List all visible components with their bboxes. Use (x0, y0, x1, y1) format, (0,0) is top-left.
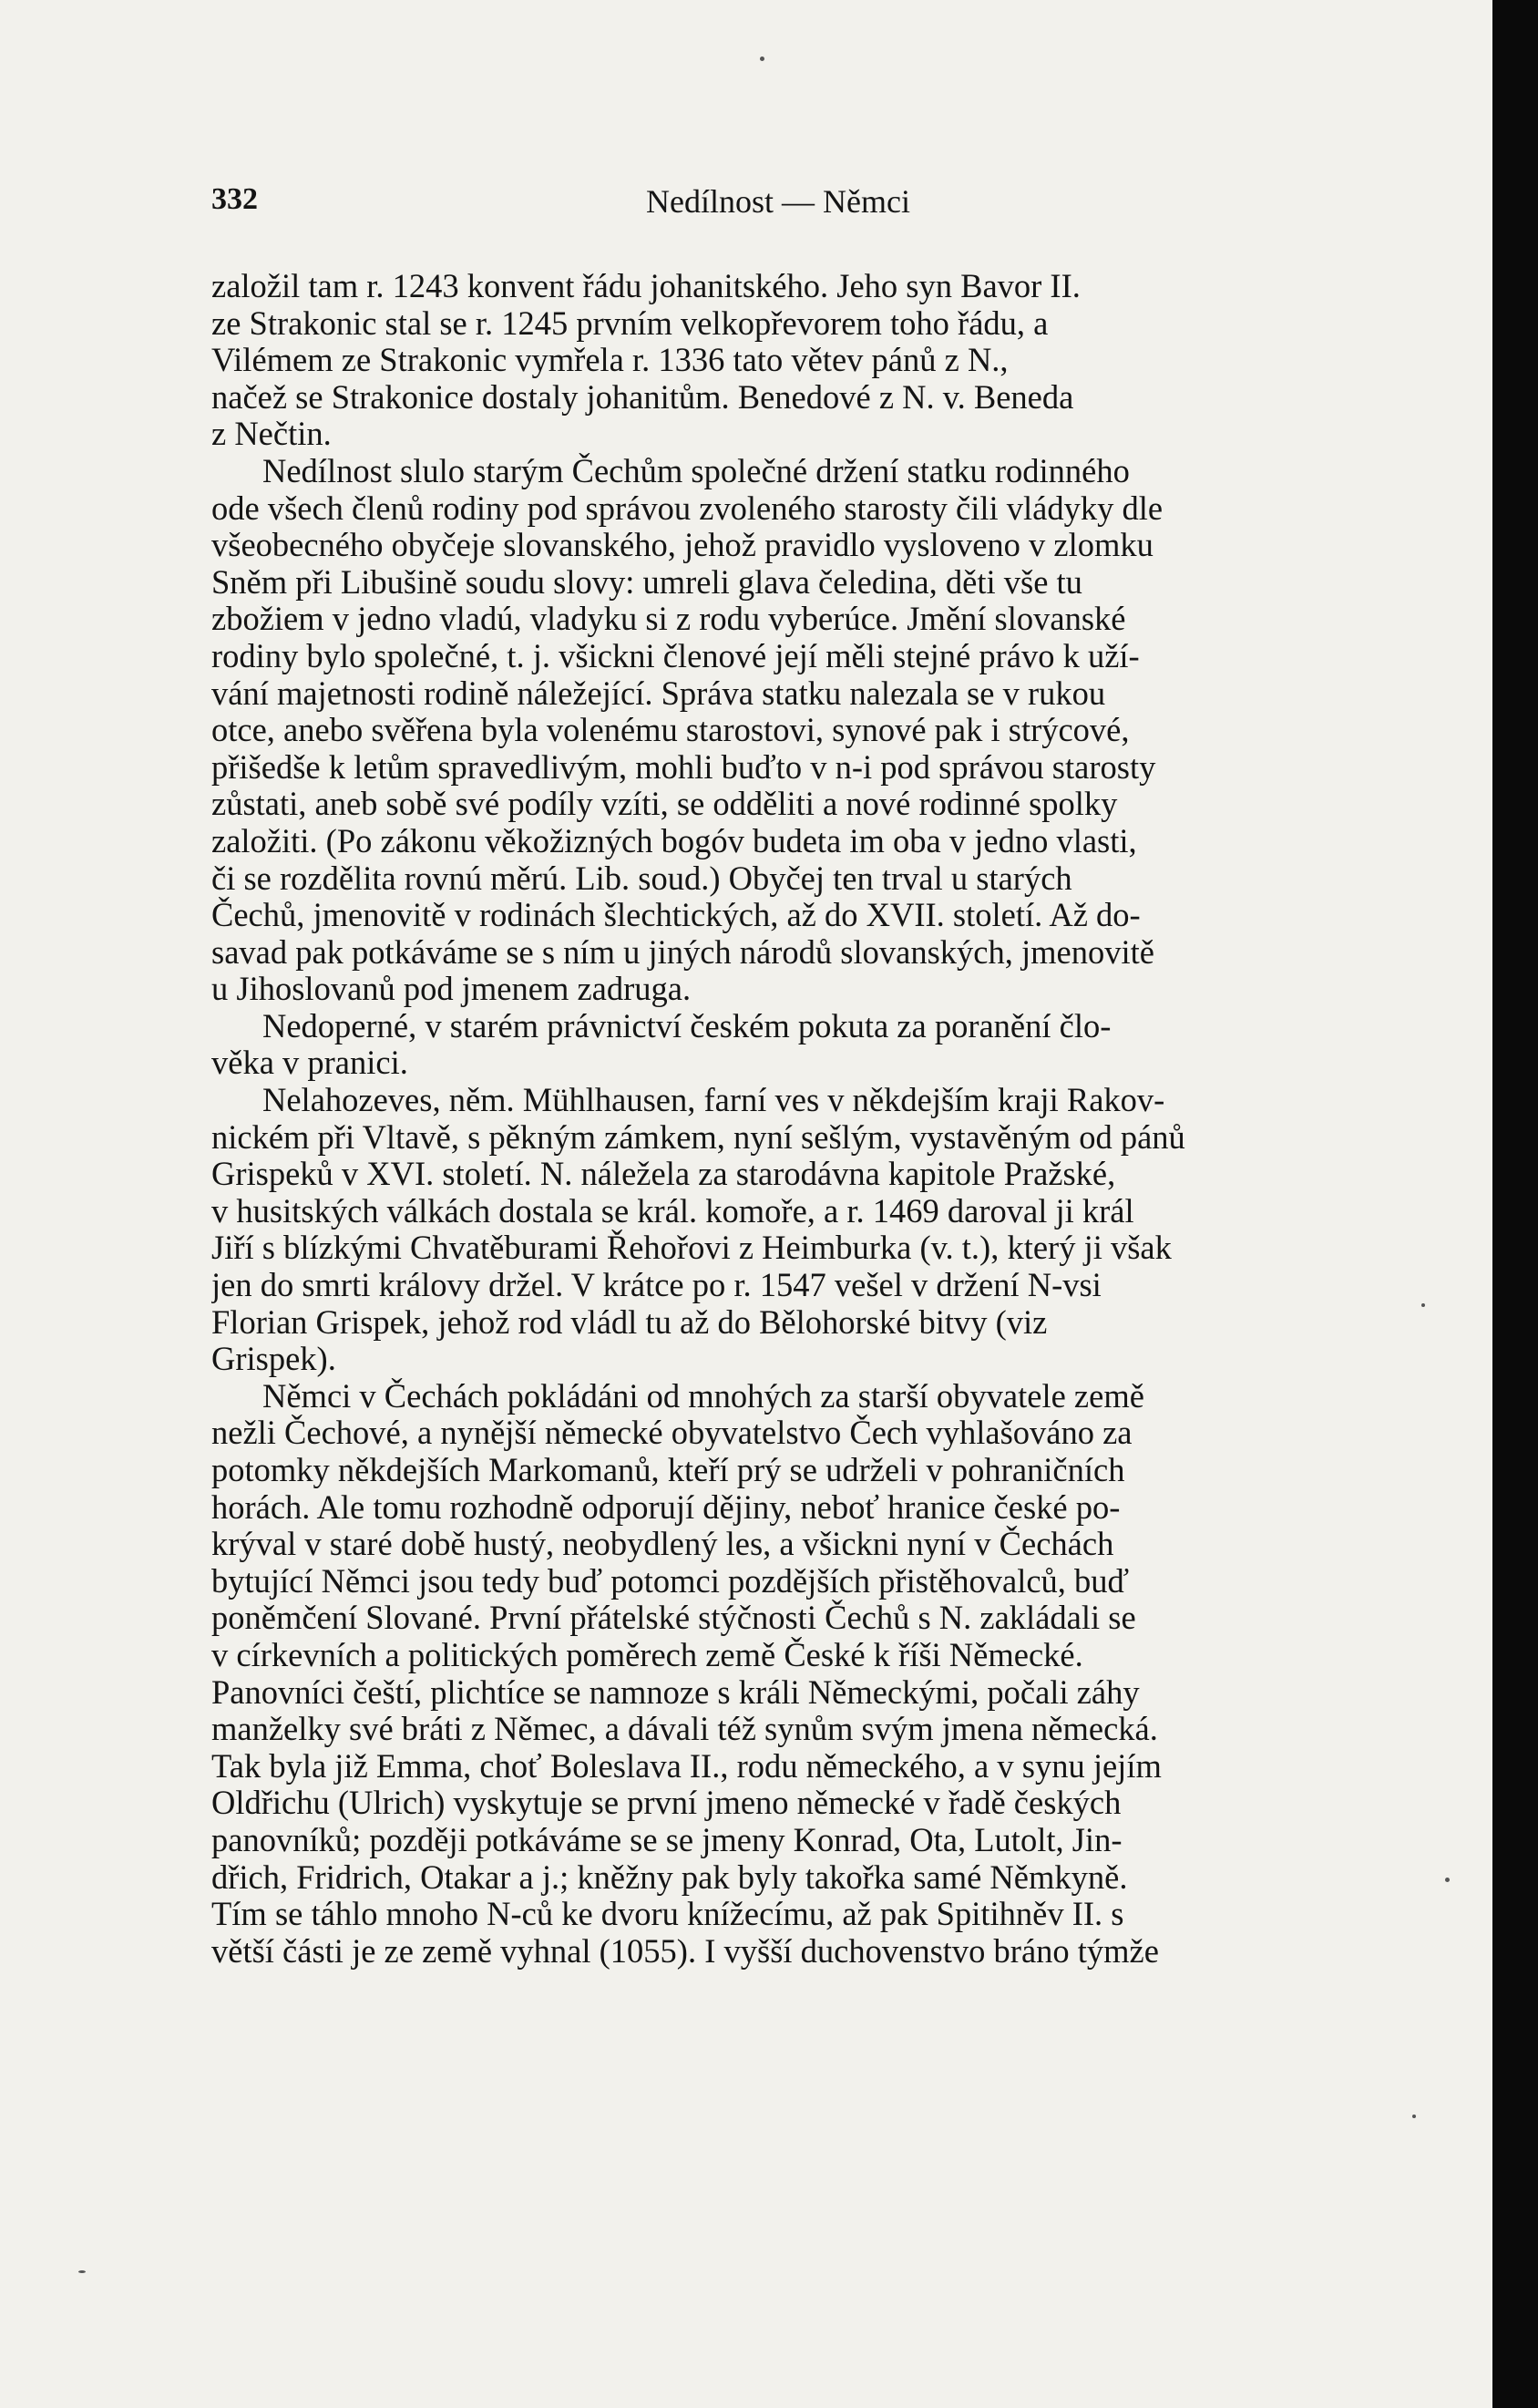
scan-speck (1412, 2115, 1416, 2118)
text-line: Tím se táhlo mnoho N-ců ke dvoru knížecímu, až pak Spitihněv II. s (211, 1896, 1124, 1933)
text-line: zůstati, aneb sobě své podíly vzíti, se odděliti a nové rodinné spolky (211, 786, 1118, 823)
text-line: savad pak potkáváme se s ním u jiných národů slovanských, jmenovitě (211, 933, 1154, 971)
text-line: otce, anebo svěřena byla volenému starostovi, synové pak i strýcové, (211, 712, 1130, 749)
text-line: rodiny bylo společné, t. j. všickni členové její měli stejné právo k uží- (211, 637, 1140, 674)
text-line: načež se Strakonice dostaly johanitům. Benedové z N. v. Beneda (211, 378, 1074, 416)
text-line: věka v pranici. (211, 1044, 408, 1082)
entry-nemci: Němci v Čechách pokládáni od mnohých za starší obyvatele země (262, 1377, 1144, 1415)
text-line: z Nečtin. (211, 416, 332, 453)
text-line: větší části je ze země vyhnal (1055). I vyšší duchovenstvo bráno týmže (211, 1932, 1159, 1970)
text-line: manželky své bráti z Němec, a dávali též synům svým jmena německá. (211, 1711, 1158, 1748)
text-line: či se rozdělita rovnú měrú. Lib. soud.) Obyčej ten trval u starých (211, 859, 1072, 897)
scan-speck (1445, 1878, 1450, 1882)
page-header (211, 182, 1345, 228)
text-line: Grispeků v XVI. století. N. náležela za starodávna kapitole Pražské, (211, 1156, 1116, 1193)
text-line: panovníků; později potkáváme se se jmeny Konrad, Ota, Lutolt, Jin- (211, 1821, 1123, 1858)
text-line: v církevních a politických poměrech země České k říši Německé. (211, 1636, 1083, 1673)
entry-nelahozeves: Nelahozeves, něm. Mühlhausen, farní ves v někdejším kraji Rakov- (262, 1082, 1165, 1119)
text-line: Čechů, jmenovitě v rodinách šlechtických, až do XVII. století. Až do- (211, 897, 1141, 934)
text-line: nežli Čechové, a nynější německé obyvatelstvo Čech vyhlašováno za (211, 1415, 1133, 1452)
text-line: zbožiem v jedno vladú, vladyku si z rodu vyberúce. Jmění slovanské (211, 601, 1126, 638)
text-line: Florian Grispek, jehož rod vládl tu až do Bělohorské bitvy (viz (211, 1303, 1048, 1341)
text-line: horách. Ale tomu rozhodně odporují dějiny, neboť hranice české po- (211, 1488, 1121, 1526)
text-line: Jiří s blízkými Chvatěburami Řehořovi z Heimburka (v. t.), který ji však (211, 1230, 1172, 1267)
text-line: ze Strakonic stal se r. 1245 prvním velkopřevorem toho řádu, a (211, 304, 1049, 342)
text-line: nickém při Vltavě, s pěkným zámkem, nyní sešlým, vystavěným od pánů (211, 1118, 1185, 1156)
text-line: u Jihoslovanů pod jmenem zadruga. (211, 971, 692, 1008)
dictionary-text (211, 268, 1345, 1970)
text-line: Vilémem ze Strakonic vymřela r. 1336 tato větev pánů z N., (211, 342, 1009, 379)
text-line: potomky někdejších Markomanů, kteří prý se udrželi v pohraničních (211, 1452, 1125, 1488)
text-line: ode všech členů rodiny pod správou zvoleného starosty čili vládyky dle (211, 489, 1164, 527)
text-line: v husitských válkách dostala se král. komoře, a r. 1469 daroval ji král (211, 1192, 1134, 1230)
page-number: 332 (211, 182, 258, 216)
text-line: poněmčení Slované. První přátelské stýčnosti Čechů s N. zakládali se (211, 1600, 1136, 1637)
text-line: Tak byla již Emma, choť Boleslava II., rodu německého, a v synu jejím (211, 1747, 1162, 1785)
text-line: Panovníci čeští, plichtíce se namnoze s králi Německými, počali záhy (211, 1673, 1140, 1711)
text-line: přišedše k letům spravedlivým, mohli buďto v n-i pod správou starosty (211, 748, 1156, 786)
scan-border (1494, 0, 1538, 2408)
scan-speck (1421, 1303, 1425, 1307)
entry-nedoperne: Nedoperné, v starém právnictví českém pokuta za poranění člo- (262, 1007, 1112, 1044)
scan-speck (760, 57, 764, 61)
entry-nedilnost: Nedílnost slulo starým Čechům společné držení statku rodinného (262, 452, 1130, 489)
running-head: Nedílnost — Němci (646, 183, 910, 220)
text-line: všeobecného obyčeje slovanského, jehož pravidlo vysloveno v zlomku (211, 527, 1154, 564)
text-line: Sněm při Libušině soudu slovy: umreli glava čeledina, děti vše tu (211, 563, 1082, 601)
text-line: jen do smrti královy držel. V krátce po r. 1547 vešel v držení N-vsi (211, 1267, 1102, 1304)
text-line: Oldřichu (Ulrich) vyskytuje se první jmeno německé v řadě českých (211, 1785, 1122, 1822)
scan-speck (78, 2270, 86, 2273)
text-line: vání majetnosti rodině náležející. Správa statku nalezala se v rukou (211, 674, 1106, 712)
text-line: Grispek). (211, 1341, 336, 1378)
text-line: dřich, Fridrich, Otakar a j.; kněžny pak byly takořka samé Němkyně. (211, 1858, 1128, 1896)
text-line: založiti. (Po zákonu věkožizných bogóv budeta im oba v jedno vlasti, (211, 822, 1137, 859)
text-line: bytující Němci jsou tedy buď potomci pozdějších přistěhovalců, buď (211, 1562, 1130, 1600)
text-line: založil tam r. 1243 konvent řádu johanitského. Jeho syn Bavor II. (211, 268, 1081, 304)
text-line: krýval v staré době hustý, neobydlený les, a všickni nyní v Čechách (211, 1526, 1114, 1563)
